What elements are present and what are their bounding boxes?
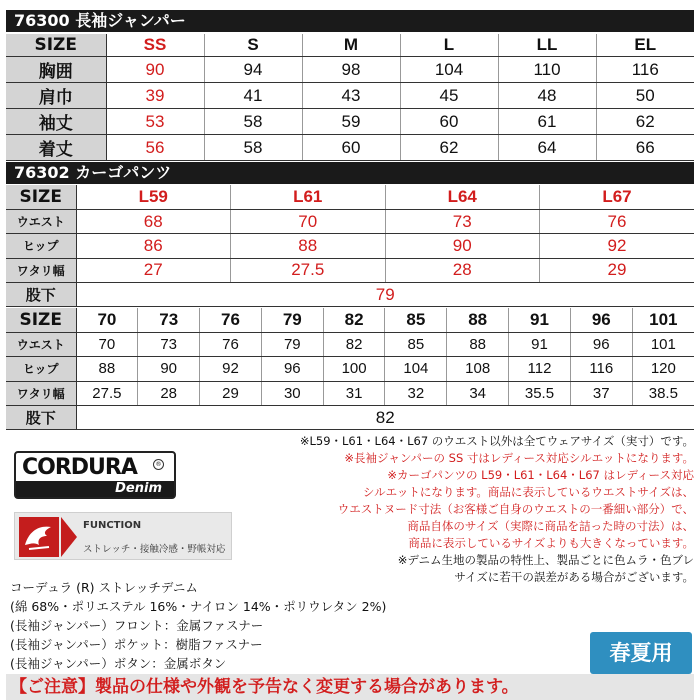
row-label-cell: ウエスト: [6, 332, 76, 356]
row-label-cell: ヒップ: [6, 357, 76, 381]
value-cell: 79: [76, 283, 694, 307]
value-cell: 86: [76, 234, 231, 258]
note-red-2: ※カーゴパンツの L59・L61・L64・L67 はレディース対応: [387, 468, 694, 482]
value-cell: 45: [400, 83, 498, 109]
table-row: [6, 135, 694, 161]
size-label-cell: M: [302, 34, 400, 57]
note-red-6: 商品に表示しているサイズよりも大きくなっています。: [408, 536, 694, 550]
size-label-cell: 70: [76, 308, 138, 332]
row-label-cell: 胸囲: [6, 57, 106, 83]
caution-banner: 【ご注意】製品の仕様や外観を予告なく変更する場合があります。: [6, 674, 694, 700]
size-label-cell: L: [400, 34, 498, 57]
size-header-cell: SIZE: [6, 308, 76, 332]
value-cell: 90: [106, 57, 204, 83]
value-cell: 88: [76, 357, 138, 381]
cordura-denim-logo: [14, 451, 176, 499]
spec-line: (長袖ジャンパー）ボタン：金属ボタン: [10, 656, 227, 671]
value-cell: 66: [596, 135, 694, 161]
value-cell: 116: [596, 57, 694, 83]
value-cell: 43: [302, 83, 400, 109]
function-dragon-icon: [19, 517, 59, 557]
table-row: [6, 332, 694, 356]
value-cell: 34: [447, 381, 509, 405]
value-cell: 38.5: [632, 381, 694, 405]
size-label-cell: 101: [632, 308, 694, 332]
table-row: [6, 209, 694, 233]
value-cell: 100: [323, 357, 385, 381]
value-cell: 64: [498, 135, 596, 161]
value-cell: 76: [540, 209, 695, 233]
row-label-cell: 肩巾: [6, 83, 106, 109]
value-cell: 29: [200, 381, 262, 405]
size-label-cell: L67: [540, 185, 695, 209]
size-label-cell: S: [204, 34, 302, 57]
function-arrow-icon: [61, 517, 77, 557]
row-label-cell: ヒップ: [6, 234, 76, 258]
value-cell: 104: [400, 57, 498, 83]
size-label-cell: 76: [200, 308, 262, 332]
note-red-4: ウエストヌード寸法（お客様ご自身のウエストの一番細い部分）で、: [337, 502, 694, 516]
jacket-size-table: [6, 34, 694, 161]
registered-mark: ®: [153, 459, 164, 470]
spec-line: (綿 68%・ポリエステル 16%・ナイロン 14%・ポリウレタン 2%): [10, 599, 387, 614]
size-label-cell: SS: [106, 34, 204, 57]
value-cell: 32: [385, 381, 447, 405]
size-header-cell: SIZE: [6, 185, 76, 209]
value-cell: 70: [231, 209, 386, 233]
value-cell: 60: [302, 135, 400, 161]
table-row: [6, 381, 694, 405]
size-label-cell: 73: [138, 308, 200, 332]
table-row: [6, 234, 694, 258]
size-label-cell: L64: [385, 185, 540, 209]
value-cell: 68: [76, 209, 231, 233]
row-label-cell: ウエスト: [6, 209, 76, 233]
value-cell: 50: [596, 83, 694, 109]
note-red-5: 商品自体のサイズ（実際に商品を詰った時の寸法）は、: [407, 519, 694, 533]
value-cell: 101: [632, 332, 694, 356]
table-row: [6, 357, 694, 381]
table-header-row: [6, 308, 694, 332]
material-spec: [10, 578, 386, 673]
table-row: [6, 258, 694, 282]
value-cell: 91: [509, 332, 571, 356]
value-cell: 73: [385, 209, 540, 233]
row-label-cell: 股下: [6, 406, 76, 430]
table-row: [6, 83, 694, 109]
table-header-row: [6, 185, 694, 209]
value-cell: 35.5: [509, 381, 571, 405]
pants-size-table: [6, 308, 694, 430]
spec-line: (長袖ジャンパー）フロント：金属ファスナー: [10, 618, 264, 633]
value-cell: 27.5: [231, 258, 386, 282]
pants-ladies-size-table: [6, 185, 694, 307]
value-cell: 90: [138, 357, 200, 381]
table-row: [6, 406, 694, 430]
value-cell: 120: [632, 357, 694, 381]
value-cell: 27: [76, 258, 231, 282]
value-cell: 92: [540, 234, 695, 258]
note-denim-2: サイズに若干の誤差がある場合がございます。: [454, 570, 694, 584]
value-cell: 88: [231, 234, 386, 258]
spec-line: (長袖ジャンパー）ポケット：樹脂ファスナー: [10, 637, 263, 652]
spec-line: コーデュラ (R) ストレッチデニム: [10, 580, 198, 595]
value-cell: 29: [540, 258, 695, 282]
value-cell: 76: [200, 332, 262, 356]
row-label-cell: 股下: [6, 283, 76, 307]
table-header-row: [6, 34, 694, 57]
value-cell: 60: [400, 109, 498, 135]
size-label-cell: 88: [447, 308, 509, 332]
value-cell: 82: [76, 406, 694, 430]
value-cell: 39: [106, 83, 204, 109]
value-cell: 82: [323, 332, 385, 356]
value-cell: 108: [447, 357, 509, 381]
table-row: [6, 283, 694, 307]
value-cell: 28: [385, 258, 540, 282]
value-cell: 37: [570, 381, 632, 405]
value-cell: 62: [400, 135, 498, 161]
value-cell: 98: [302, 57, 400, 83]
function-text: ストレッチ・接触冷感・野帳対応: [83, 544, 226, 555]
value-cell: 94: [204, 57, 302, 83]
value-cell: 96: [570, 332, 632, 356]
size-label-cell: LL: [498, 34, 596, 57]
table-row: [6, 57, 694, 83]
value-cell: 88: [447, 332, 509, 356]
size-label-cell: L59: [76, 185, 231, 209]
row-label-cell: 袖丈: [6, 109, 106, 135]
value-cell: 30: [261, 381, 323, 405]
size-label-cell: 79: [261, 308, 323, 332]
note-wear-size: ※L59・L61・L64・L67 のウエスト以外は全てウェアサイズ（実寸）です。: [299, 434, 694, 448]
size-notes: [194, 433, 694, 586]
value-cell: 27.5: [76, 381, 138, 405]
size-label-cell: 96: [570, 308, 632, 332]
value-cell: 53: [106, 109, 204, 135]
value-cell: 56: [106, 135, 204, 161]
note-red-1: ※長袖ジャンパーの SS 寸はレディース対応シルエットになります。: [344, 451, 694, 465]
value-cell: 58: [204, 135, 302, 161]
value-cell: 116: [570, 357, 632, 381]
value-cell: 96: [261, 357, 323, 381]
note-red-3: シルエットになります。商品に表示しているウエストサイズは、: [362, 485, 694, 499]
value-cell: 92: [200, 357, 262, 381]
value-cell: 41: [204, 83, 302, 109]
value-cell: 48: [498, 83, 596, 109]
value-cell: 73: [138, 332, 200, 356]
denim-label: Denim: [115, 481, 162, 496]
value-cell: 79: [261, 332, 323, 356]
jacket-title: 76300 長袖ジャンパー: [6, 10, 694, 32]
value-cell: 110: [498, 57, 596, 83]
value-cell: 62: [596, 109, 694, 135]
cordura-wordmark: CORDURA: [22, 455, 137, 480]
value-cell: 59: [302, 109, 400, 135]
row-label-cell: ワタリ幅: [6, 258, 76, 282]
function-badge: [14, 512, 232, 560]
value-cell: 112: [509, 357, 571, 381]
size-label-cell: EL: [596, 34, 694, 57]
value-cell: 28: [138, 381, 200, 405]
value-cell: 31: [323, 381, 385, 405]
note-denim-1: ※デニム生地の製品の特性上、製品ごとに色ムラ・色ブレ: [397, 553, 694, 567]
size-header-cell: SIZE: [6, 34, 106, 57]
table-row: [6, 109, 694, 135]
value-cell: 58: [204, 109, 302, 135]
season-badge: 春夏用: [590, 632, 692, 674]
pants-title: 76302 カーゴパンツ: [6, 162, 694, 184]
value-cell: 61: [498, 109, 596, 135]
size-label-cell: 82: [323, 308, 385, 332]
value-cell: 70: [76, 332, 138, 356]
value-cell: 104: [385, 357, 447, 381]
function-title: FUNCTION: [83, 520, 142, 531]
row-label-cell: 着丈: [6, 135, 106, 161]
size-label-cell: 91: [509, 308, 571, 332]
size-label-cell: 85: [385, 308, 447, 332]
row-label-cell: ワタリ幅: [6, 381, 76, 405]
value-cell: 85: [385, 332, 447, 356]
size-label-cell: L61: [231, 185, 386, 209]
value-cell: 90: [385, 234, 540, 258]
